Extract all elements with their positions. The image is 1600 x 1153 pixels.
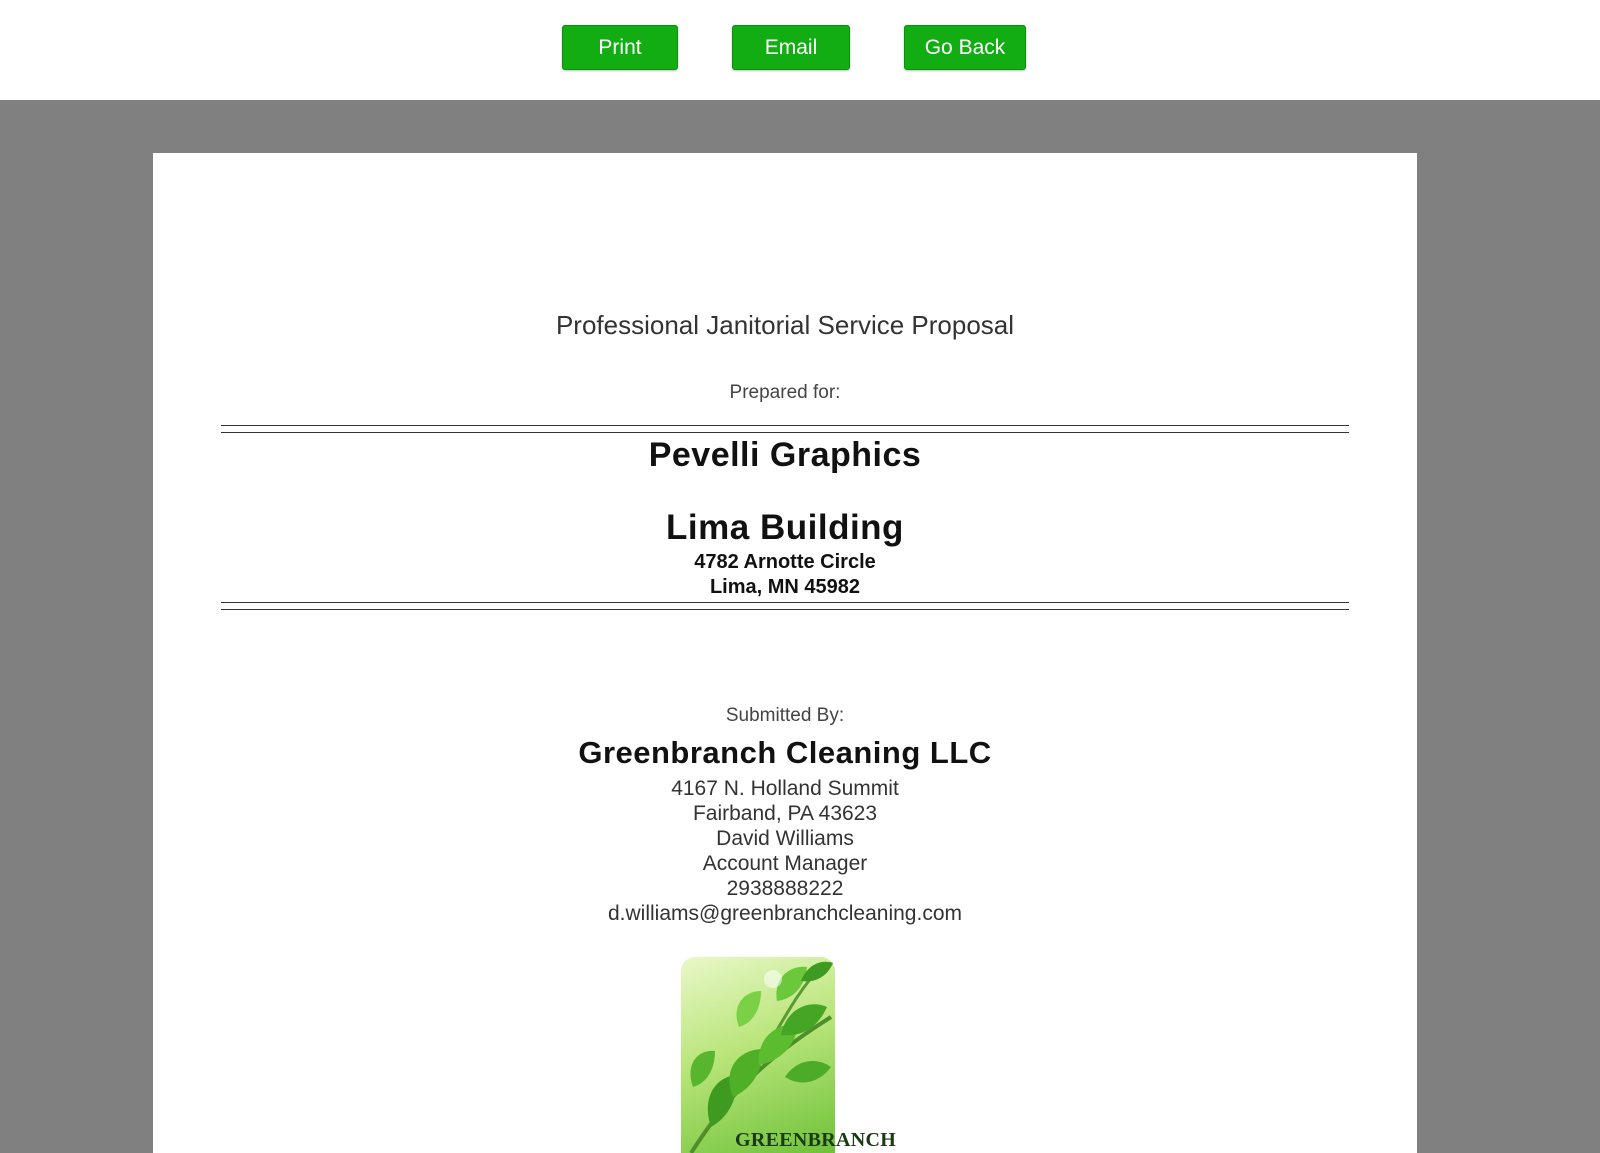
vendor-contact-name: David Williams [716,827,854,850]
greenbranch-logo [681,957,897,1153]
logo-wordmark: GREENBRANCH [735,1129,897,1151]
submitted-by-label: Submitted By: [725,705,845,726]
vendor-address-line2: Fairband, PA 43623 [692,802,878,825]
vendor-email: d.williams@greenbranchcleaning.com [608,902,962,925]
vendor-phone: 2938888222 [726,877,844,900]
document-viewer[interactable] [0,100,1600,1151]
divider-top [221,425,1349,433]
document-title: Professional Janitorial Service Proposal [555,310,1015,340]
proposal-page [153,153,1417,1153]
divider-bottom [221,602,1349,610]
vendor-contact-title: Account Manager [702,852,868,875]
client-address-line1: 4782 Arnotte Circle [694,551,876,573]
vendor-address-line1: 4167 N. Holland Summit [671,777,899,800]
vendor-company-name: Greenbranch Cleaning LLC [578,735,992,770]
go-back-button[interactable]: Go Back [904,25,1026,70]
leaf-branch-icon [681,957,835,1153]
toolbar [0,0,1600,100]
client-name: Pevelli Graphics [648,436,922,474]
prepared-for-label: Prepared for: [729,382,841,403]
building-name: Lima Building [666,508,904,547]
client-address-line2: Lima, MN 45982 [709,576,861,598]
email-button[interactable]: Email [732,25,850,70]
print-button[interactable]: Print [562,25,678,70]
